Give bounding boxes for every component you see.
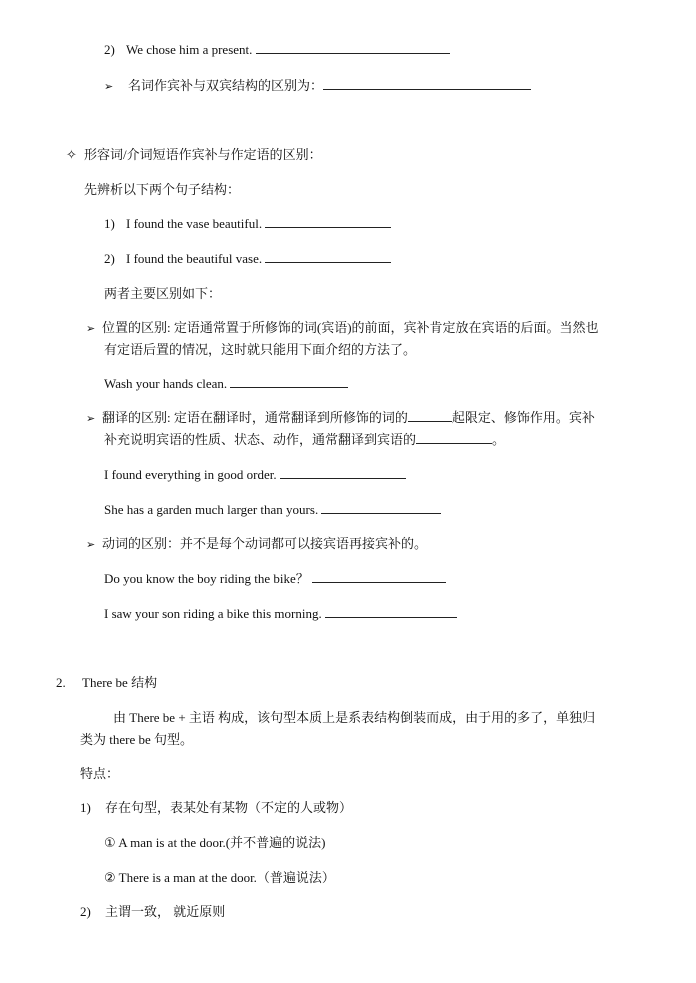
answer-blank[interactable]: [323, 77, 531, 90]
section-adj-heading: [66, 146, 322, 165]
there-be-desc-line2: 类为 there be 句型。: [80, 732, 194, 747]
main-diff-intro: 两者主要区别如下：: [104, 286, 222, 301]
arrow-bullet-icon: ➢: [86, 412, 96, 425]
translation-diff-line1: [86, 409, 595, 428]
sentence-text: We chose him a present.: [126, 42, 253, 57]
paragraph-text: 。: [492, 432, 506, 447]
analyze-intro: 先辨析以下两个句子结构：: [84, 182, 241, 197]
line-we-chose: [104, 41, 450, 59]
line-saw-son: [104, 605, 457, 623]
sentence-text: I found the beautiful vase.: [126, 251, 263, 266]
section-there-be-heading: [56, 674, 157, 692]
verb-diff: [86, 535, 427, 554]
section-number: 2.: [56, 675, 66, 690]
sentence-text: I found the vase beautiful.: [126, 216, 263, 231]
item-number: 1): [104, 216, 115, 231]
line-noun-complement: [104, 77, 531, 96]
position-diff-line1: [86, 319, 599, 338]
paragraph-text: 补充说明宾语的性质、状态、动作，通常翻译到宾语的: [104, 432, 417, 447]
sentence-text: Wash your hands clean.: [104, 376, 228, 391]
line-found-everything: [104, 466, 406, 484]
answer-blank[interactable]: [408, 409, 452, 422]
arrow-bullet-icon: ➢: [104, 80, 114, 93]
example-vase-1: [104, 215, 391, 233]
section-title: There be 结构: [82, 675, 158, 690]
answer-blank[interactable]: [230, 375, 348, 388]
translation-diff-line2: [104, 431, 505, 449]
answer-blank[interactable]: [321, 501, 441, 514]
answer-blank[interactable]: [312, 570, 446, 583]
features-label: 特点：: [80, 766, 120, 781]
item-number: 2): [104, 251, 115, 266]
answer-blank[interactable]: [416, 431, 492, 444]
question-text: 名词作宾补与双宾结构的区别为：: [128, 78, 324, 93]
feature-1: [80, 799, 352, 817]
circled-number: ②: [104, 871, 116, 886]
sentence-text: Do you know the boy riding the bike？: [104, 571, 309, 586]
line-garden: [104, 501, 441, 519]
position-diff-line2: 有定语后置的情况，这时就只能用下面介绍的方法了。: [104, 342, 417, 357]
example-text: There is a man at the door.（普遍说法）: [118, 870, 335, 885]
there-be-desc-line1: 由 There be + 主语 构成，该句型本质上是系表结构倒装而成，由于用的多了，单独归: [113, 710, 596, 725]
paragraph-text: 翻译的区别: 定语在翻译时，通常翻译到所修饰的词的: [102, 410, 408, 425]
example-text: A man is at the door.(并不普遍的说法): [118, 835, 326, 850]
item-number: 2): [104, 42, 115, 57]
feature-1-example-1: [104, 834, 325, 853]
paragraph-text: 位置的区别: 定语通常置于所修饰的词(宾语)的前面，宾补肯定放在宾语的后面。当然也: [102, 320, 599, 335]
answer-blank[interactable]: [256, 41, 450, 54]
sentence-text: I found everything in good order.: [104, 467, 277, 482]
diamond-bullet-icon: ✧: [66, 148, 77, 163]
answer-blank[interactable]: [265, 215, 391, 228]
feature-2: [80, 903, 225, 921]
paragraph-text: 动词的区别：并不是每个动词都可以接宾语再接宾补的。: [102, 536, 428, 551]
item-number: 2): [80, 904, 91, 919]
example-vase-2: [104, 250, 391, 268]
line-wash-hands: [104, 375, 348, 393]
answer-blank[interactable]: [325, 605, 457, 618]
sentence-text: I saw your son riding a bike this morning.: [104, 606, 322, 621]
answer-blank[interactable]: [265, 250, 391, 263]
section-title: 形容词/介词短语作宾补与作定语的区别：: [84, 147, 322, 162]
arrow-bullet-icon: ➢: [86, 538, 96, 551]
arrow-bullet-icon: ➢: [86, 322, 96, 335]
paragraph-text: 起限定、修饰作用。宾补: [451, 410, 595, 425]
feature-text: 存在句型，表某处有某物（不定的人或物）: [105, 800, 353, 815]
circled-number: ①: [104, 836, 116, 851]
answer-blank[interactable]: [280, 466, 406, 479]
item-number: 1): [80, 800, 91, 815]
feature-text: 主谓一致， 就近原则: [105, 904, 226, 919]
line-know-boy: [104, 570, 446, 588]
sentence-text: She has a garden much larger than yours.: [104, 502, 319, 517]
feature-1-example-2: [104, 869, 335, 888]
